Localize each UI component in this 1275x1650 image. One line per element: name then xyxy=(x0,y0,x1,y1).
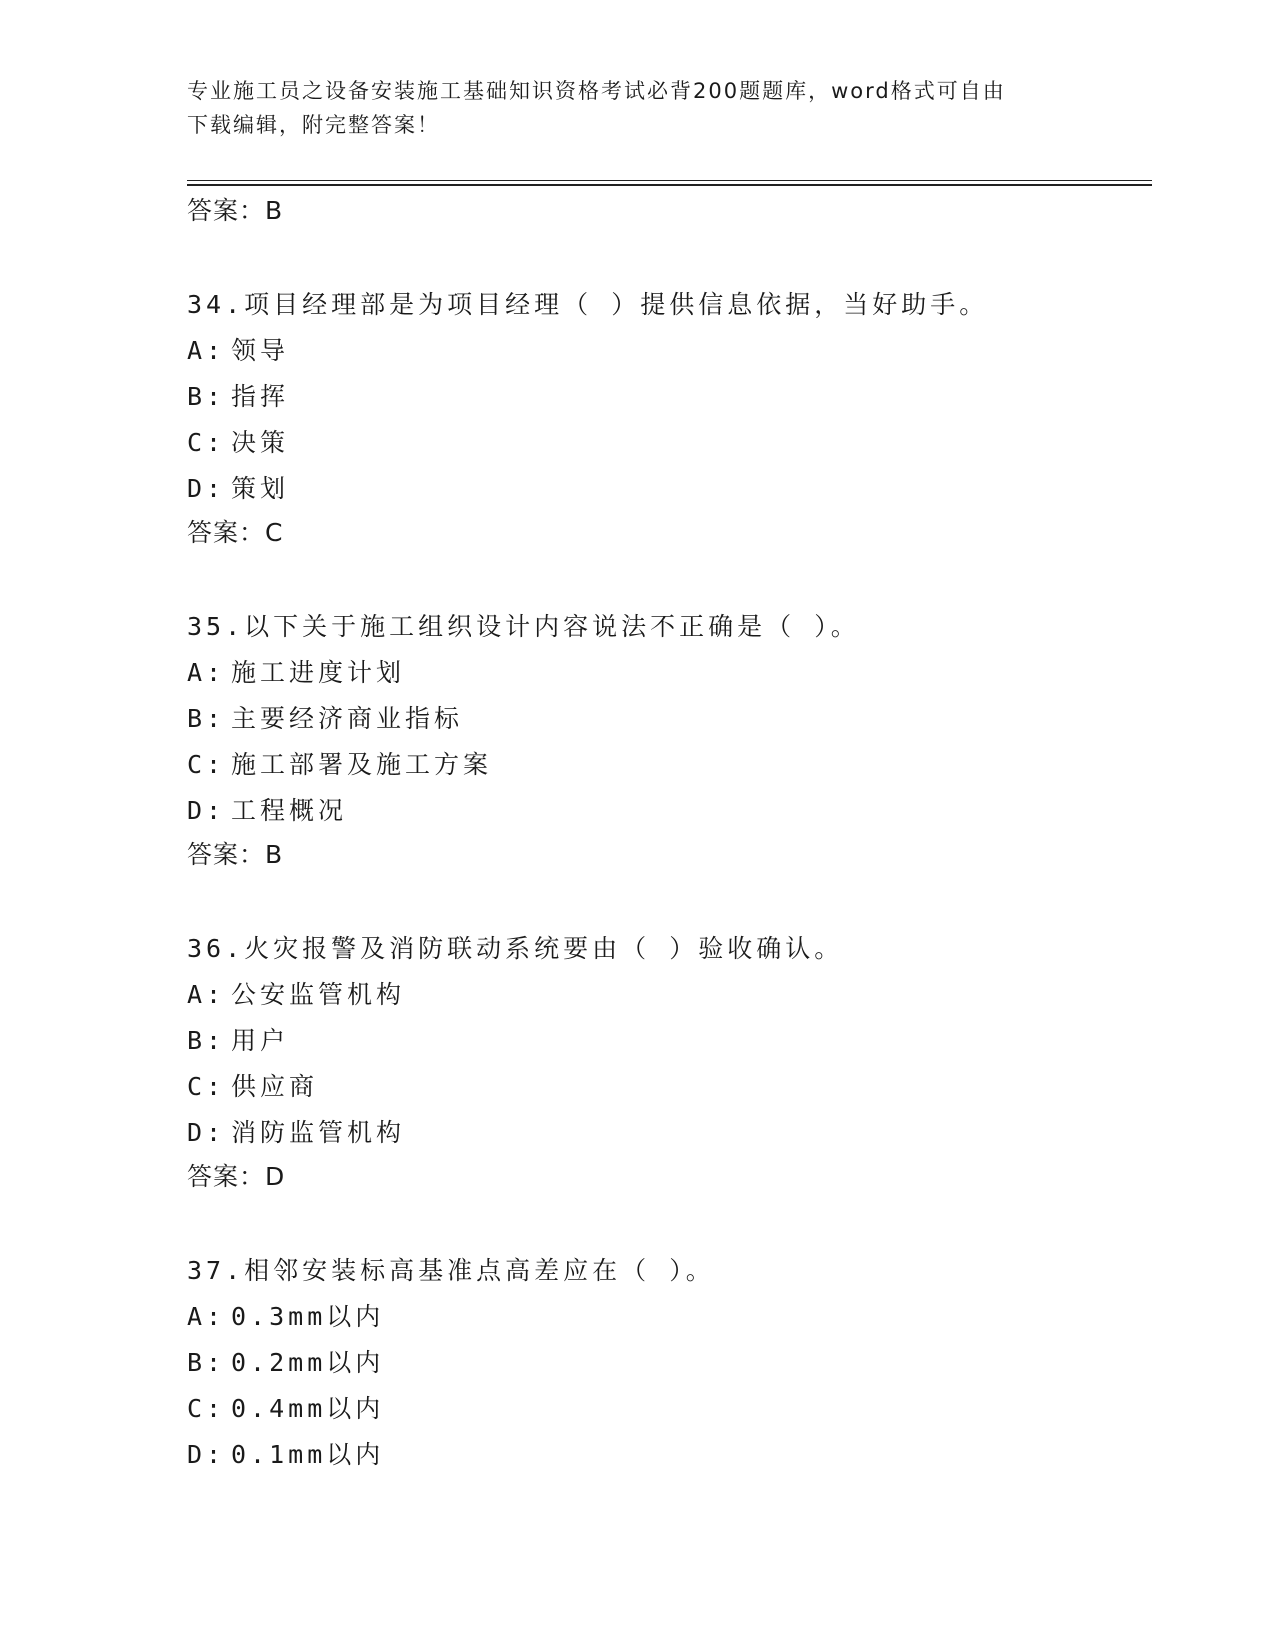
option-letter: C: xyxy=(187,1394,226,1423)
option-text: 领导 xyxy=(231,336,290,365)
option-c xyxy=(187,420,1152,466)
answer-line: 答案：B xyxy=(187,840,284,869)
option-text: 0.4mm以内 xyxy=(231,1394,385,1423)
option-a xyxy=(187,328,1152,374)
option-letter: D: xyxy=(187,796,226,825)
option-letter: C: xyxy=(187,1072,226,1101)
header-line-1: 专业施工员之设备安装施工基础知识资格考试必背200题题库，word格式可自由 xyxy=(187,79,1006,103)
option-d xyxy=(187,466,1152,512)
option-text: 工程概况 xyxy=(231,796,348,825)
option-text: 决策 xyxy=(231,428,290,457)
header-divider-thin xyxy=(187,180,1152,181)
option-c xyxy=(187,1386,1152,1432)
option-text: 施工部署及施工方案 xyxy=(231,750,493,779)
header-line-2: 下载编辑，附完整答案！ xyxy=(187,113,440,137)
question-list xyxy=(187,190,1152,1478)
option-b xyxy=(187,1018,1152,1064)
option-letter: D: xyxy=(187,1118,226,1147)
option-letter: A: xyxy=(187,336,226,365)
question-36 xyxy=(187,926,1152,1198)
option-letter: D: xyxy=(187,1440,226,1469)
option-letter: B: xyxy=(187,382,226,411)
option-a xyxy=(187,650,1152,696)
question-stem: 35.以下关于施工组织设计内容说法不正确是（ ）。 xyxy=(187,612,860,641)
option-letter: B: xyxy=(187,1026,226,1055)
option-text: 0.3mm以内 xyxy=(231,1302,385,1331)
page-header xyxy=(187,74,1087,142)
question-35 xyxy=(187,604,1152,876)
option-c xyxy=(187,1064,1152,1110)
option-text: 主要经济商业指标 xyxy=(231,704,464,733)
option-text: 0.2mm以内 xyxy=(231,1348,385,1377)
header-divider-thick xyxy=(187,184,1152,186)
option-d xyxy=(187,1110,1152,1156)
option-text: 策划 xyxy=(231,474,290,503)
option-letter: A: xyxy=(187,1302,226,1331)
option-letter: B: xyxy=(187,704,226,733)
option-letter: D: xyxy=(187,474,226,503)
option-text: 0.1mm以内 xyxy=(231,1440,385,1469)
option-a xyxy=(187,1294,1152,1340)
answer-line: 答案：C xyxy=(187,518,284,547)
option-c xyxy=(187,742,1152,788)
answer-line: 答案：B xyxy=(187,196,284,225)
option-letter: B: xyxy=(187,1348,226,1377)
question-37 xyxy=(187,1248,1152,1478)
option-text: 消防监管机构 xyxy=(231,1118,406,1147)
option-d xyxy=(187,788,1152,834)
option-text: 用户 xyxy=(231,1026,290,1055)
option-d xyxy=(187,1432,1152,1478)
option-text: 供应商 xyxy=(231,1072,319,1101)
option-a xyxy=(187,972,1152,1018)
question-34 xyxy=(187,282,1152,554)
option-b xyxy=(187,696,1152,742)
question-stem: 37.相邻安装标高基准点高差应在（ ）。 xyxy=(187,1256,715,1285)
question-stem: 34.项目经理部是为项目经理（ ）提供信息依据，当好助手。 xyxy=(187,290,989,319)
option-letter: C: xyxy=(187,428,226,457)
option-text: 指挥 xyxy=(231,382,290,411)
question-stem: 36.火灾报警及消防联动系统要由（ ）验收确认。 xyxy=(187,934,844,963)
option-b xyxy=(187,1340,1152,1386)
option-letter: A: xyxy=(187,980,226,1009)
option-text: 公安监管机构 xyxy=(231,980,406,1009)
option-letter: A: xyxy=(187,658,226,687)
option-text: 施工进度计划 xyxy=(231,658,406,687)
answer-line: 答案：D xyxy=(187,1162,286,1191)
option-b xyxy=(187,374,1152,420)
option-letter: C: xyxy=(187,750,226,779)
